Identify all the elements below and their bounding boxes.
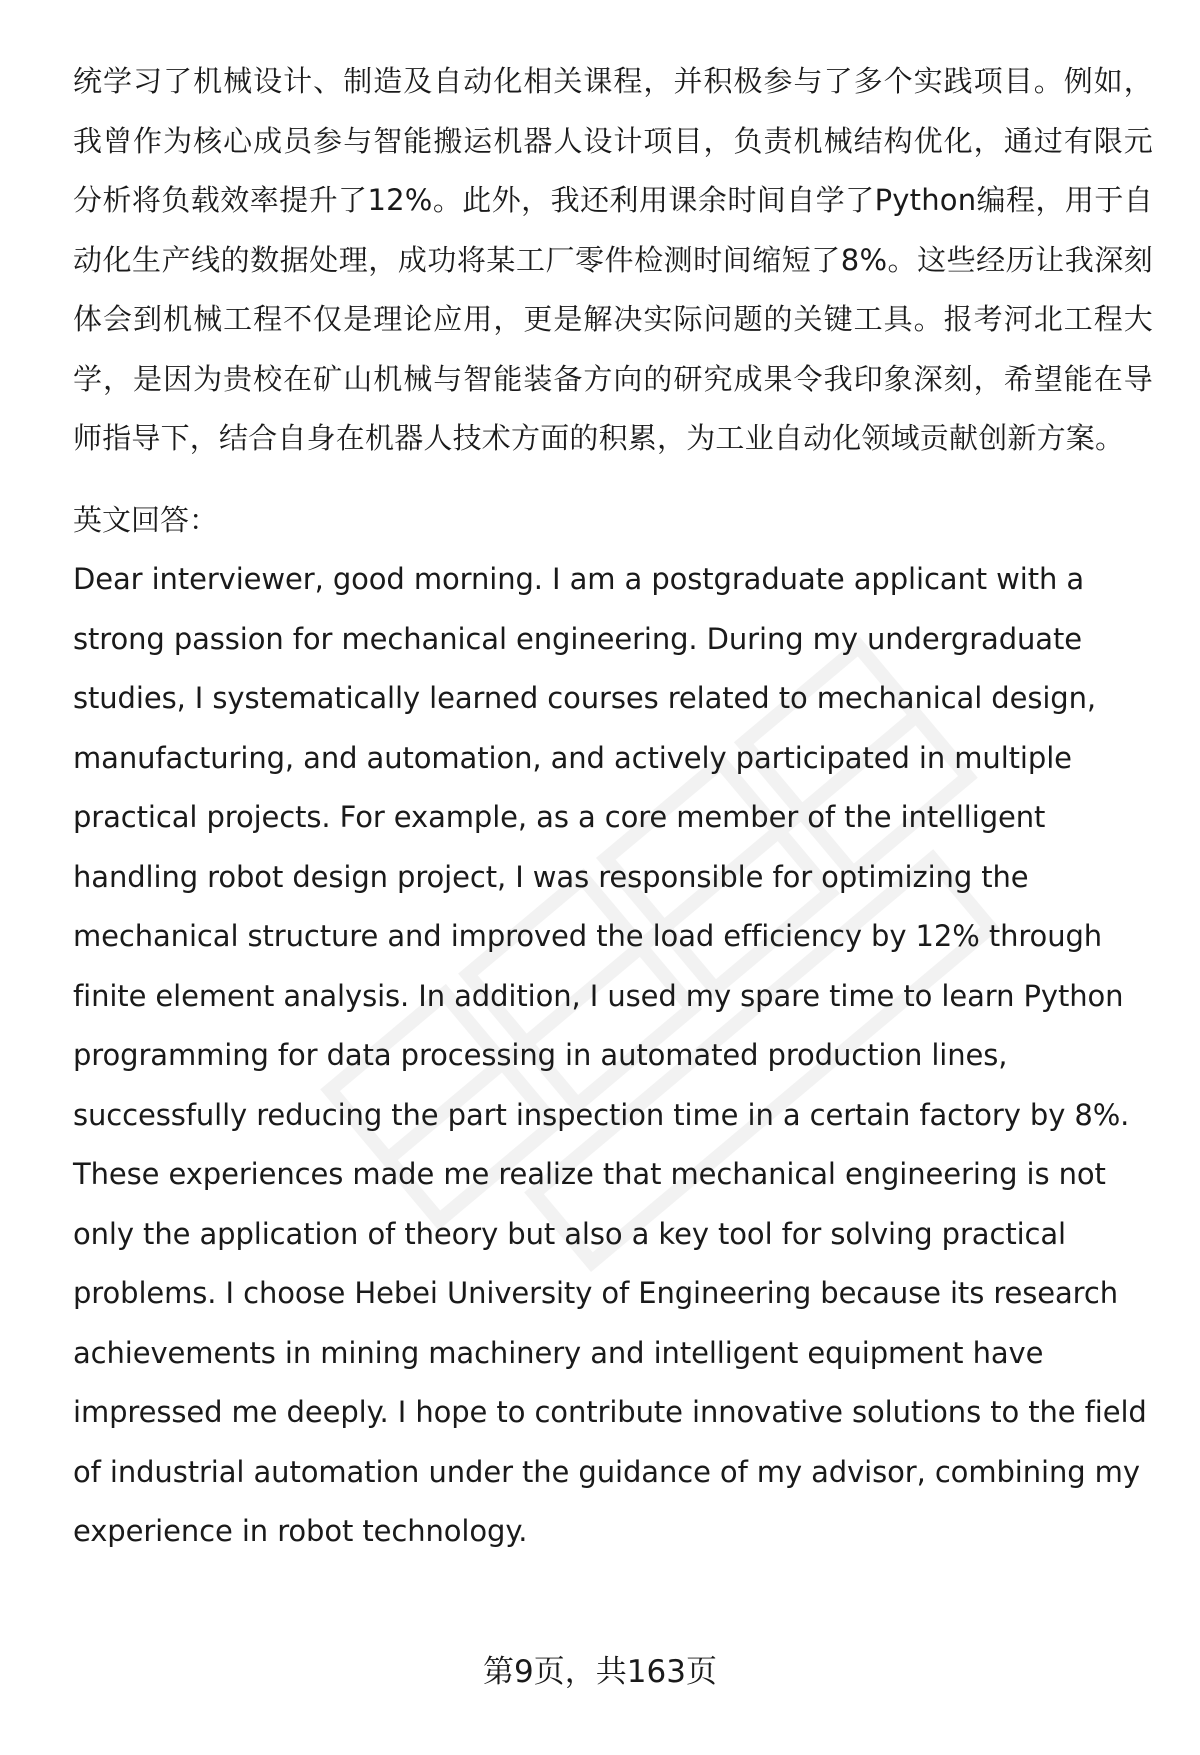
english-answer-heading: 英文回答： [73, 502, 219, 537]
chinese-answer-paragraph: 统学习了机械设计、制造及自动化相关课程，并积极参与了多个实践项目。例如，我曾作为核心成员参与智能搬运机器人设计项目，负责机械结构优化，通过有限元分析将负载效率提升了12%。此外，我还利用课余时间自学了Python编程，用于自动化生产线的数据处理，成功将某工厂零件检测时间缩短了8%。这些经历让我深刻体会到机械工程不仅是理论应用，更是解决实际问题的关键工具。报考河北工程大学，是因为贵校在矿山机械与智能装备方向的研究成果令我印象深刻，希望能在导师指导下，结合自身在机器人技术方面的积累，为工业自动化领域贡献创新方案。 [73, 64, 1153, 455]
english-answer-paragraph: Dear interviewer, good morning. I am a postgraduate applicant with a strong passion for mechanical engineering. During my undergraduate studies, I systematically learned courses related to mechanical design, manufacturing, and automation, and actively participated in multiple practical projects. For example, as a core member of the intelligent handling robot design project, I was responsible for optimizing the mechanical structure and improved the load efficiency by 12% through finite element analysis. In addition, I used my spare time to learn Python programming for data processing in automated production lines, successfully reducing the part inspection time in a certain factory by 8%. These experiences made me realize that mechanical engineering is not only the application of theory but also a key tool for solving practical problems. I choose Hebei University of Engineering because its research achievements in mining machinery and intelligent equipment have impressed me deeply. I hope to contribute innovative solutions to the field of industrial automation under the guidance of my advisor, combining my experience in robot technology. [73, 562, 1147, 1548]
document-body [73, 52, 1153, 1562]
page-number-footer: 第9页，共163页 [483, 1654, 717, 1690]
